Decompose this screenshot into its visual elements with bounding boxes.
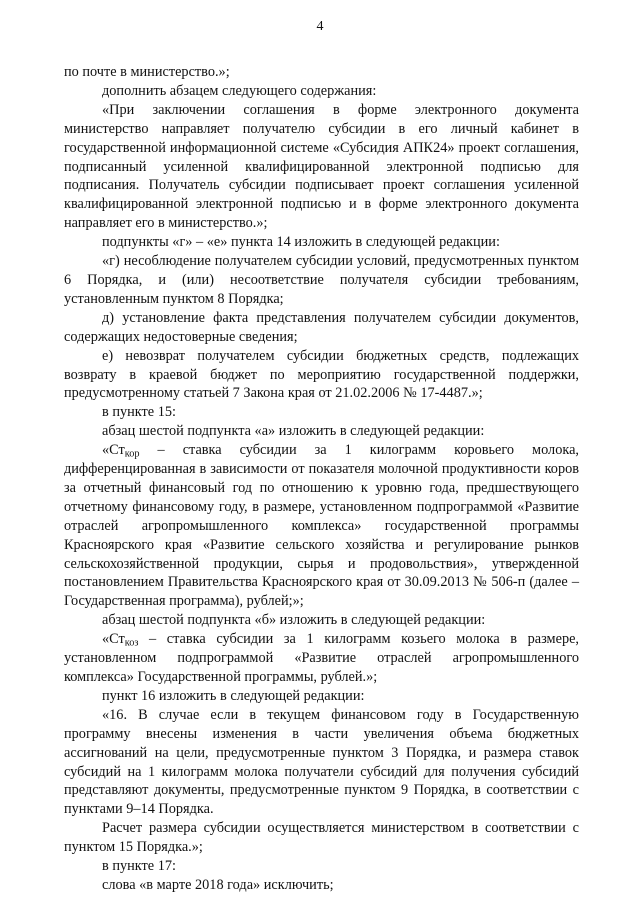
paragraph: «При заключении соглашения в форме электронного документа министерство направляет получателю субсидии в его личный кабинет в государственной информационной системе «Субсидия АПК24» проект соглашения, подписанный усиленной квалифицированной электронной подписью для подписания. Получатель субсидии подписывает проект соглашения усиленной квалифицированной электронной подписью и в форме электронного документа направляет его в министерство.»;: [64, 101, 579, 232]
formula-paragraph-text: – ставка субсидии за 1 килограмм коровьего молока, дифференцированная в зависимости от показателя молочной продуктивности коров за отчетный финансовый год по отношению к уровню года, предшествующего отчетному финансовому году, в размере, установленном подпрограммой «Развитие отраслей агропромышленного комплекса» государственной программы Красноярского края «Развитие сельского хозяйства и регулирование рынков сельскохозяйственной продукции, сырья и продовольствия», утвержденной постановлением Правительства Красноярского края от 30.09.2013 № 506-п (далее – Государственная программа), рублей;»;: [64, 442, 579, 610]
paragraph: в пункте 15:: [102, 404, 176, 421]
document-body: [64, 63, 579, 895]
formula-paragraph-goat: [64, 630, 579, 687]
paragraph: Расчет размера субсидии осуществляется министерством в соответствии с пунктом 15 Порядка.»;: [64, 820, 579, 856]
paragraph: «16. В случае если в текущем финансовом году в Государственную программу внесены изменения в части увеличения объема бюджетных ассигнований на цели, предусмотренные пунктом 3 Порядка, и размера ставок субсидий на 1 килограмм молока получатели субсидий для получения субсидий представляют документы, предусмотренные пунктом 9 Порядка, в соответствии с пунктами 9–14 Порядка.: [64, 706, 579, 818]
page-number: 4: [316, 19, 324, 34]
paragraph: подпункты «г» – «е» пункта 14 изложить в следующей редакции:: [102, 234, 500, 251]
paragraph: абзац шестой подпункта «а» изложить в следующей редакции:: [102, 423, 485, 440]
formula-symbol-prefix: «Ст: [102, 442, 125, 459]
paragraph: абзац шестой подпункта «б» изложить в следующей редакции:: [102, 612, 486, 629]
formula-symbol-subscript: кор: [124, 448, 140, 460]
paragraph: д) установление факта представления получателем субсидии документов, содержащих недостоверные сведения;: [64, 309, 579, 345]
paragraph: пункт 16 изложить в следующей редакции:: [102, 687, 365, 704]
formula-paragraph-cow: [64, 441, 579, 611]
paragraph: в пункте 17:: [102, 858, 176, 875]
paragraph: е) невозврат получателем субсидии бюджетных средств, подлежащих возврату в краевой бюджет по мероприятию государственной поддержки, предусмотренному статьей 7 Закона края от 21.02.2006 № 17-4487.»;: [64, 347, 579, 402]
formula-symbol-subscript: коз: [124, 637, 139, 649]
formula-paragraph-text: – ставка субсидии за 1 килограмм козьего молока в размере, установленном подпрограммой «Развитие отраслей агропромышленного комплекса» Государственной программы, рублей.»;: [64, 631, 580, 685]
paragraph: дополнить абзацем следующего содержания:: [102, 82, 377, 99]
paragraph: слова «в марте 2018 года» исключить;: [102, 876, 334, 893]
formula-symbol-prefix: «Ст: [102, 631, 125, 648]
paragraph: «г) несоблюдение получателем субсидии условий, предусмотренных пунктом 6 Порядка, и (или) несоответствие получателя субсидии требованиям, установленным пунктом 8 Порядка;: [64, 253, 579, 307]
paragraph: по почте в министерство.»;: [64, 64, 230, 80]
